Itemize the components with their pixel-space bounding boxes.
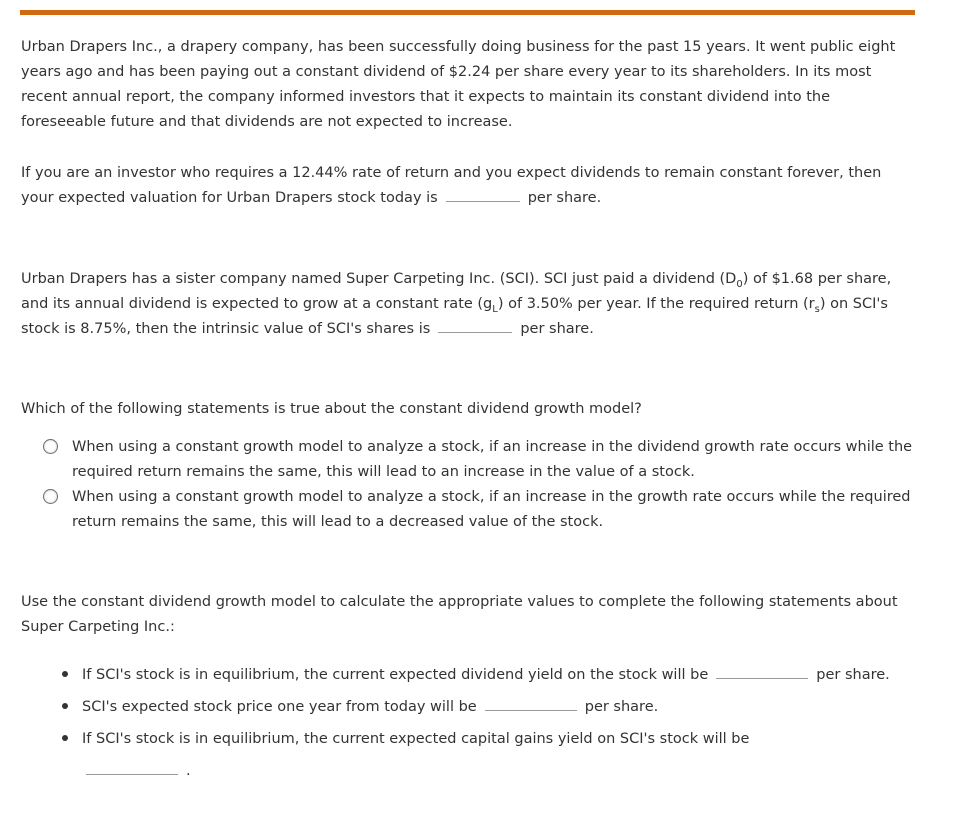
q1-intro-text: Urban Drapers Inc., a drapery company, has been successfully doing business for the past 15 years. It went public eight years ago and has been paying out a constant dividend of $2.24 per share every year to its shareholders. In its most recent annual report, the company informed investors that it expects to maintain its constant dividend into the foreseeable future and that dividends are not expected to increase. xyxy=(21,39,896,130)
q4-statement-2-suffix: per share. xyxy=(584,699,659,715)
q2-sub-g: L xyxy=(492,303,498,315)
q4-statement-1 xyxy=(62,662,892,688)
bullet-icon xyxy=(62,671,68,677)
q2-sub-d: 0 xyxy=(736,278,743,290)
bullet-icon xyxy=(62,735,68,741)
q1-question-text: If you are an investor who requires a 12.44% rate of return and you expect dividends to remain constant forever, then your expected valuation for Urban Drapers stock today is xyxy=(21,165,882,206)
q1-answer-blank[interactable] xyxy=(446,187,520,202)
q4-statement-1-text: If SCI's stock is in equilibrium, the current expected dividend yield on the stock will be xyxy=(82,667,709,683)
q4-answer-blank-3[interactable] xyxy=(86,760,178,775)
header-accent-bar xyxy=(20,10,915,15)
bullet-icon xyxy=(62,703,68,709)
radio-button[interactable] xyxy=(43,489,58,504)
q3-option-2[interactable] xyxy=(43,485,923,535)
q3-option-1-label: When using a constant growth model to analyze a stock, if an increase in the dividend growth rate occurs while the required return remains the same, this will lead to an increase in the value of a stock. xyxy=(72,439,913,480)
q3-option-2-label: When using a constant growth model to analyze a stock, if an increase in the growth rate occurs while the required return remains the same, this will lead to a decreased value of the stock. xyxy=(72,489,911,530)
q4-statement-1-suffix: per share. xyxy=(816,667,890,683)
q4-intro-text: Use the constant dividend growth model to calculate the appropriate values to complete the following statements about Super Carpeting Inc.: xyxy=(21,594,898,635)
q2-text-b: ) of $1.68 per share, and its annual dividend is expected to grow at a constant rate (g xyxy=(21,271,892,312)
q1-question xyxy=(21,161,901,211)
q1-question-suffix: per share. xyxy=(527,190,602,206)
q4-statement-2-text: SCI's expected stock price one year from today will be xyxy=(82,699,477,715)
q2-text-c: ) of 3.50% per year. If the required return (r xyxy=(497,296,815,312)
q4-statement-3 xyxy=(62,726,892,784)
q3-option-1[interactable] xyxy=(43,435,923,485)
q3-question: Which of the following statements is true about the constant dividend growth model? xyxy=(21,401,642,417)
q2-text-a: Urban Drapers has a sister company named Super Carpeting Inc. (SCI). SCI just paid a dividend (D xyxy=(21,271,737,287)
q2-text-d: ) on SCI's stock is 8.75%, then the intrinsic value of SCI's shares is xyxy=(21,296,888,337)
q4-statement-3-text: If SCI's stock is in equilibrium, the current expected capital gains yield on SCI's stock will be xyxy=(82,731,750,747)
q3-options xyxy=(43,435,923,535)
q4-statement-list xyxy=(62,662,892,784)
q2-sub-r: s xyxy=(814,303,820,315)
q2-answer-blank[interactable] xyxy=(438,318,512,333)
radio-button[interactable] xyxy=(43,439,58,454)
q2-question xyxy=(21,267,906,342)
q4-statement-3-suffix: . xyxy=(186,763,191,779)
q4-statement-2 xyxy=(62,694,892,720)
q4-answer-blank-2[interactable] xyxy=(485,696,577,711)
q2-question-suffix: per share. xyxy=(520,321,594,337)
q4-answer-blank-1[interactable] xyxy=(716,664,808,679)
